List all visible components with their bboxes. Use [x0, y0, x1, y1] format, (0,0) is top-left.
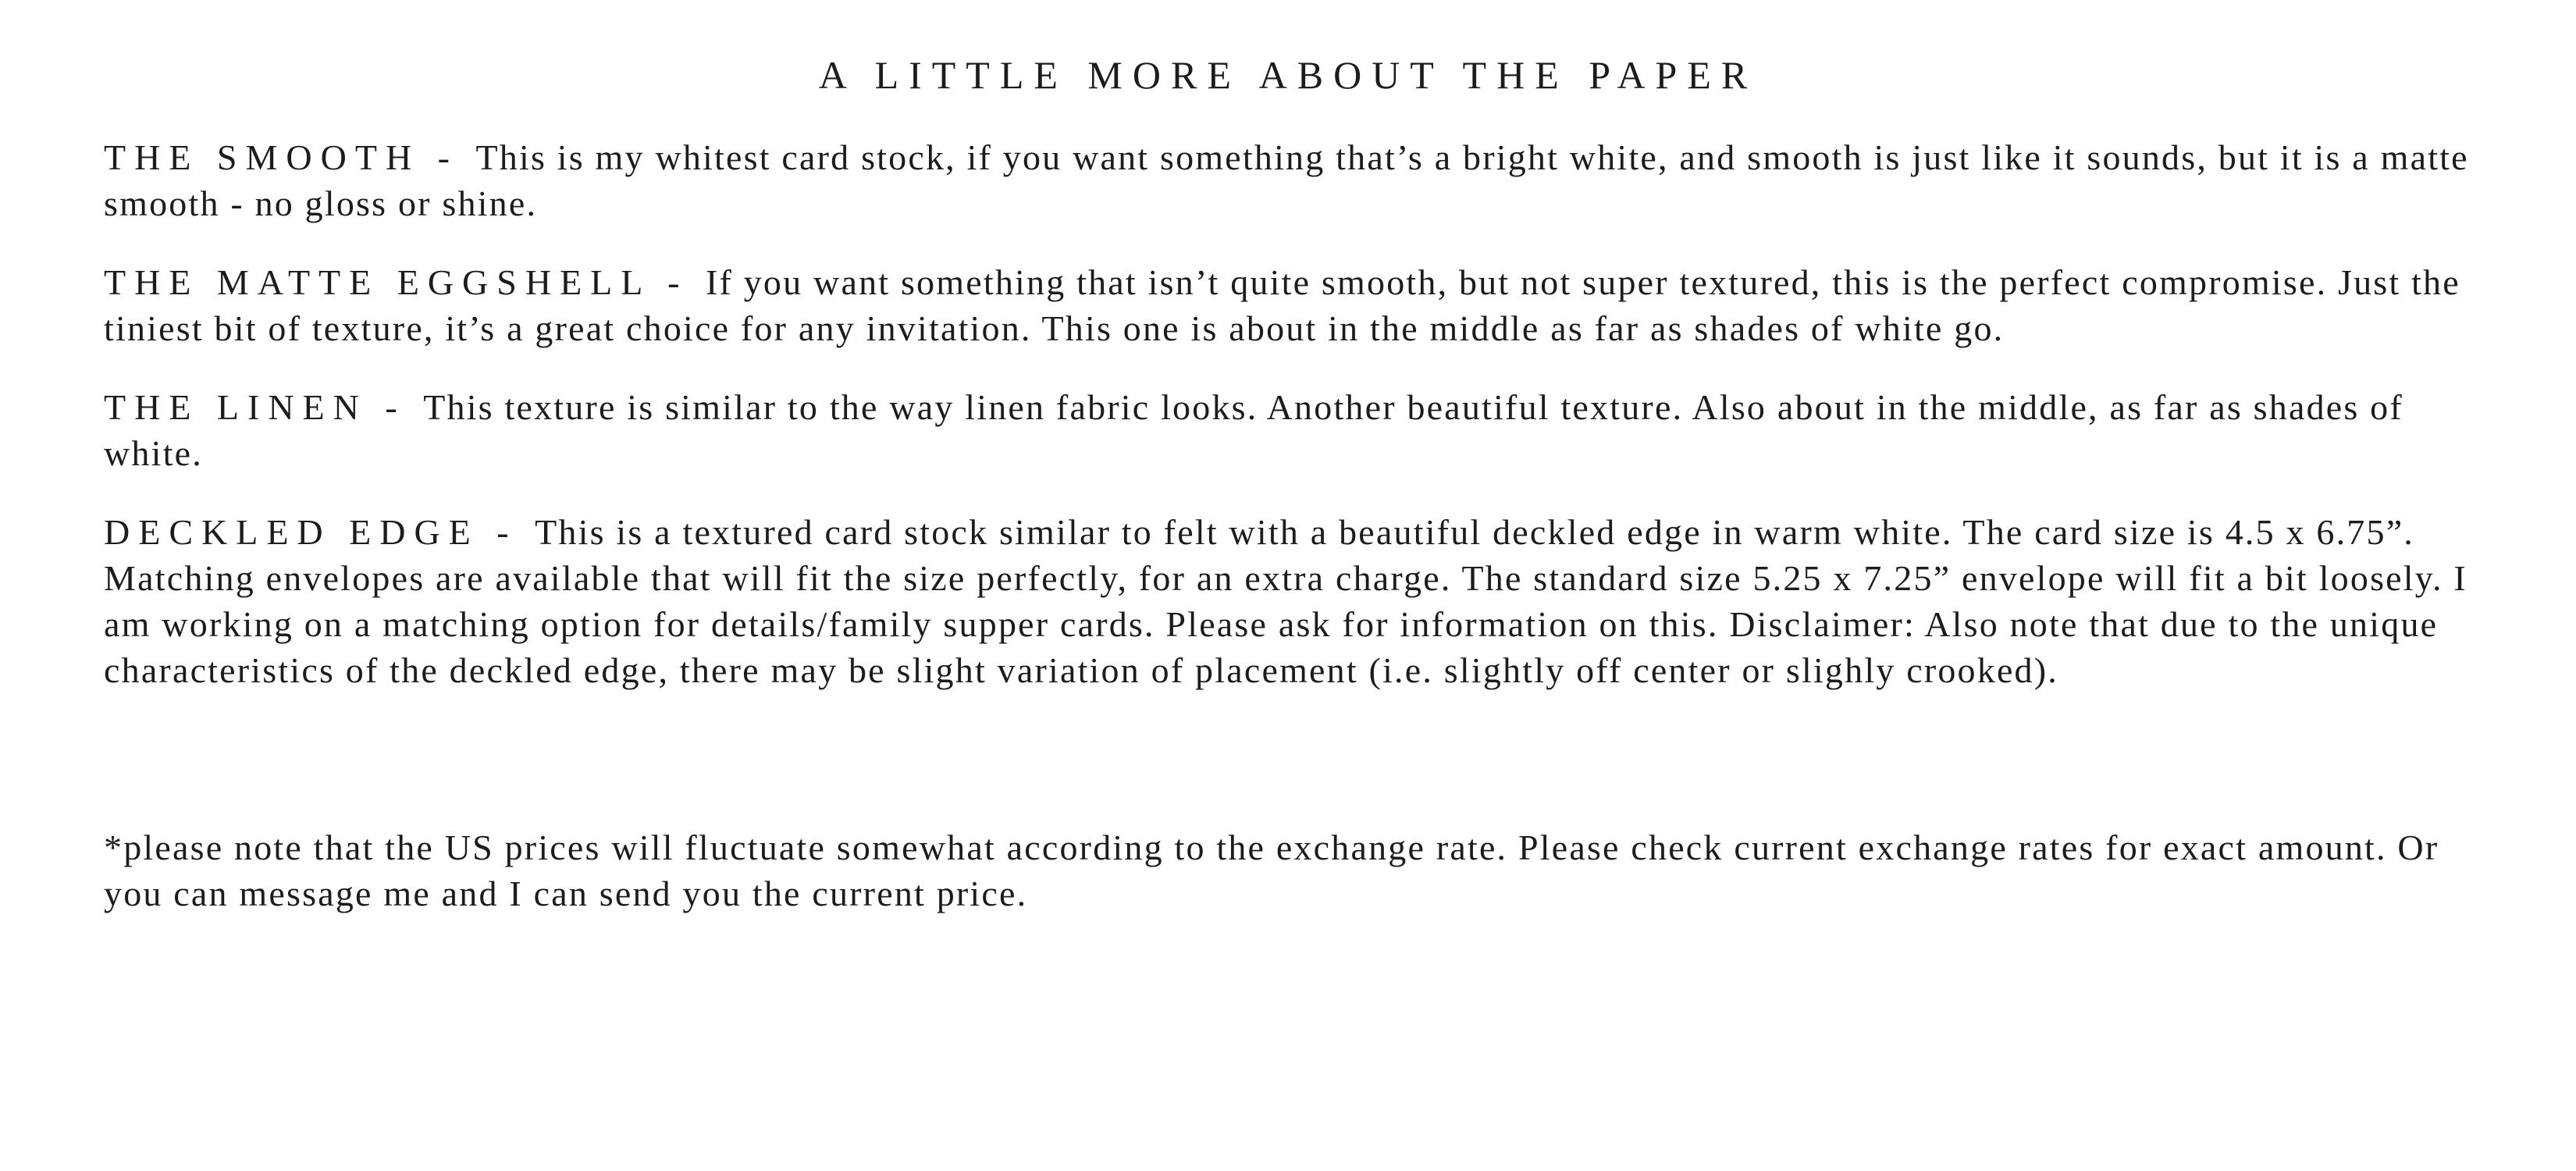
section-separator: -	[367, 387, 424, 427]
price-note: *please note that the US prices will fluctuate somewhat according to the exchange rate. Please check current exchange rates for exact amount. Or you can message me and I can send you the current price.	[104, 828, 2439, 913]
section-matte-eggshell	[104, 259, 2500, 351]
section-heading: THE SMOOTH	[104, 137, 421, 177]
section-linen	[104, 384, 2500, 476]
section-smooth	[104, 134, 2500, 226]
section-text: This texture is similar to the way linen fabric looks. Another beautiful texture. Also about in the middle, as far as shades of white.	[104, 387, 2403, 473]
section-text: This is my whitest card stock, if you want something that’s a bright white, and smooth is just like it sounds, but it is a matte smooth - no gloss or shine.	[104, 137, 2469, 223]
section-heading: THE LINEN	[104, 387, 368, 427]
section-separator: -	[649, 262, 706, 302]
section-heading: DECKLED EDGE	[104, 512, 479, 552]
section-separator: -	[420, 137, 476, 177]
page-title: A LITTLE MORE ABOUT THE PAPER	[818, 53, 1758, 97]
paper-descriptions	[104, 134, 2500, 949]
section-heading: THE MATTE EGGSHELL	[104, 262, 650, 302]
section-deckled-edge	[104, 509, 2500, 693]
section-separator: -	[479, 512, 535, 552]
section-text: If you want something that isn’t quite smooth, but not super textured, this is the perfect compromise. Just the tiniest bit of texture, it’s a great choice for any invitation. This one is about in the middle as far as shades of white go.	[104, 262, 2460, 348]
spacer	[104, 726, 2500, 824]
section-text: This is a textured card stock similar to felt with a beautiful deckled edge in warm white. The card size is 4.5 x 6.75”. Matching envelopes are available that will fit the size perfectly, for an extra charge. The standard size 5.25 x 7.25” envelope will fit a bit loosely. I am working on a matching option for details/family supper cards. Please ask for information on this. Disclaimer: Also note that due to the unique characteristics of the deckled edge, there may be slight variation of placement (i.e. slightly off center or slighly crooked).	[104, 512, 2467, 690]
